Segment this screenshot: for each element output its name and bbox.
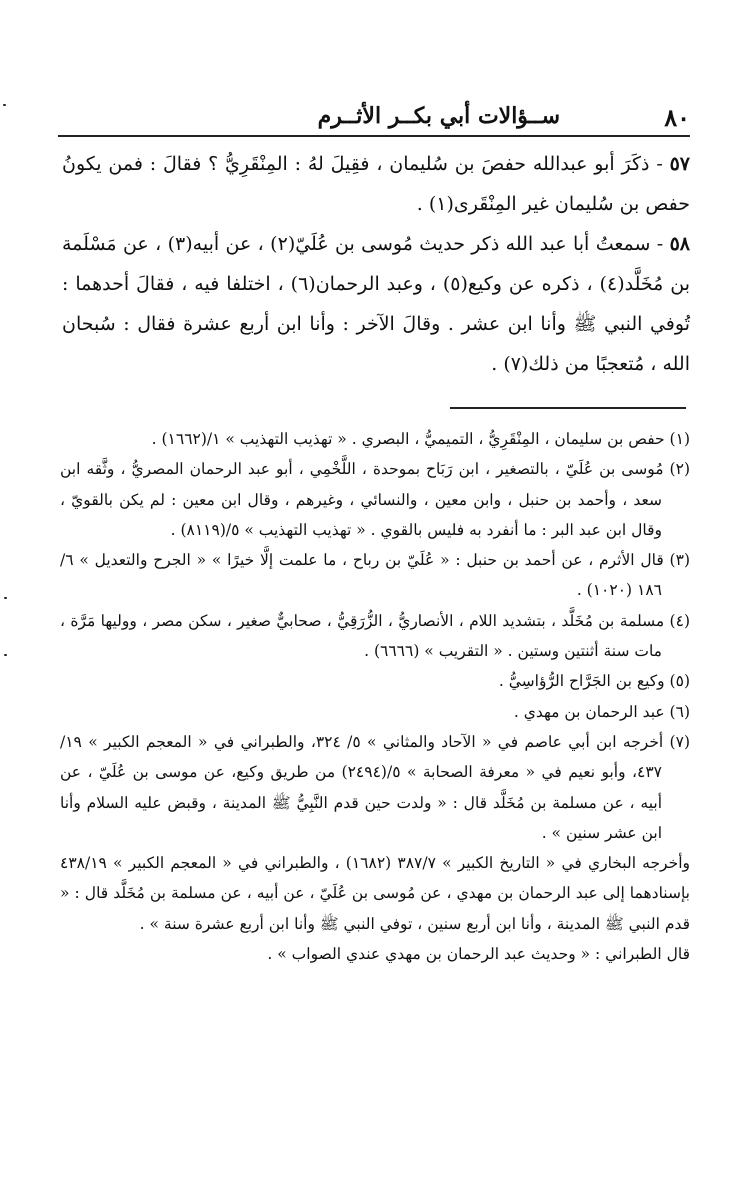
footnote-7-continuation: وأخرجه البخاري في « التاريخ الكبير » ٣٨٧/٧ (١٦٨٢) ، والطبراني في « المعجم الكبير » ٤٣٨/١٩ بإسنادهما إلى عبد الرحمان بن مهدي ، عن مُوسى بن عُلَيّ ، عن أبيه ، عن مسلمة بن مُخَلَّد قال : « قدم النبي ﷺ المدينة ، وأنا ابن أربع سنين ، توفي النبي ﷺ وأنا ابن أربع عشرة سنة » . — [60, 854, 690, 933]
entry-text: - ذكَرَ أبو عبدالله حفصَ بن سُليمان ، فقِيلَ لهُ : المِنْقَرِيُّ ؟ فقالَ : فمن يكونُ حفص بن سُليمان غير المِنْقَرى(١) . — [62, 153, 690, 215]
page-number: ٨٠ — [664, 103, 690, 132]
footnote-6: (٦) عبد الرحمان بن مهدي . — [513, 702, 690, 721]
main-text — [62, 144, 690, 384]
footnote-4: (٤) مسلمة بن مُخَلَّد ، بتشديد اللام ، الأنصاريُّ ، الزُّرَقِيُّ ، صحابيٌّ صغير ، سكن مصر ، ووليها مَرَّة ، مات سنة أثنتين وستين . « التقريب » (٦٦٦٦) . — [60, 611, 690, 661]
footnote-2: (٢) مُوسى بن عُلَيّ ، بالتصغير ، ابن رَبَاح بموحدة ، اللَّخْمِي ، أبو عبد الرحمان المصريُّ ، وثَّقه ابن سعد ، وأحمد بن حنبل ، وابن معين ، والنسائي ، وغيرهم ، وقال ابن معين : لم يكن بالقويّ ، وقال ابن عبد البر : ما أنفرد به فليس بالقوي . « تهذيب التهذيب » ٥/(٨١١٩) . — [60, 460, 690, 539]
entry-text: - سمعتُ أبا عبد الله ذكر حديث مُوسى بن عُلَيّ(٢) ، عن أبيه(٣) ، عن مَسْلَمة بن مُخَلَّد(٤) ، ذكره عن وكيع(٥) ، وعبد الرحمان(٦) ، اختلفا فيه ، فقالَ أحدهما : تُوفي النبي ﷺ وأنا ابن عشر . وقالَ الآخر : وأنا ابن أربع عشرة فقال : سُبحان الله ، مُتعجبًا من ذلك(٧) . — [62, 233, 690, 375]
footnote-5: (٥) وكيع بن الجَرَّاح الرُّؤاسِيُّ . — [498, 672, 690, 691]
footnotes — [60, 424, 690, 969]
footnote-separator — [450, 407, 686, 409]
footnote-1: (١) حفص بن سليمان ، المِنْقَرِيُّ ، التميميُّ ، البصري . « تهذيب التهذيب » ١/(١٦٦٢) . — [151, 430, 690, 448]
footnote-7-closing: قال الطبراني : « وحديث عبد الرحمان بن مهدي عندي الصواب » . — [267, 945, 690, 964]
scan-mark — [4, 597, 7, 599]
running-title: ســؤالات أبي بكــر الأثــرم — [317, 103, 560, 129]
entry-number: ٥٨ — [669, 233, 690, 255]
entry-58 — [62, 224, 690, 384]
entry-number: ٥٧ — [669, 153, 690, 175]
footnote-3: (٣) قال الأثرم ، عن أحمد بن حنبل : « عُلَيّ بن رباح ، ما علمت إلَّا خيرًا » « الجرح والتعديل » ٦/ ١٨٦ (١٠٢٠) . — [60, 551, 690, 600]
page-header — [58, 103, 690, 137]
header-rule — [58, 135, 690, 137]
scan-mark — [3, 104, 6, 106]
scan-mark — [4, 654, 7, 656]
entry-57 — [62, 144, 690, 224]
footnote-7: (٧) أخرجه ابن أبي عاصم في « الآحاد والمثاني » ٥/ ٣٢٤، والطبراني في « المعجم الكبير » ١٩/ ٤٣٧، وأبو نعيم في « معرفة الصحابة » ٥/(٢٤٩٤) من طريق وكيع، عن موسى بن عُلَيّ ، عن أبيه ، عن مسلمة بن مُخَلَّد قال : « ولدت حين قدم النَّبِيُّ ﷺ المدينة ، وقبض عليه السلام وأنا ابن عشر سنين » . — [60, 732, 690, 842]
